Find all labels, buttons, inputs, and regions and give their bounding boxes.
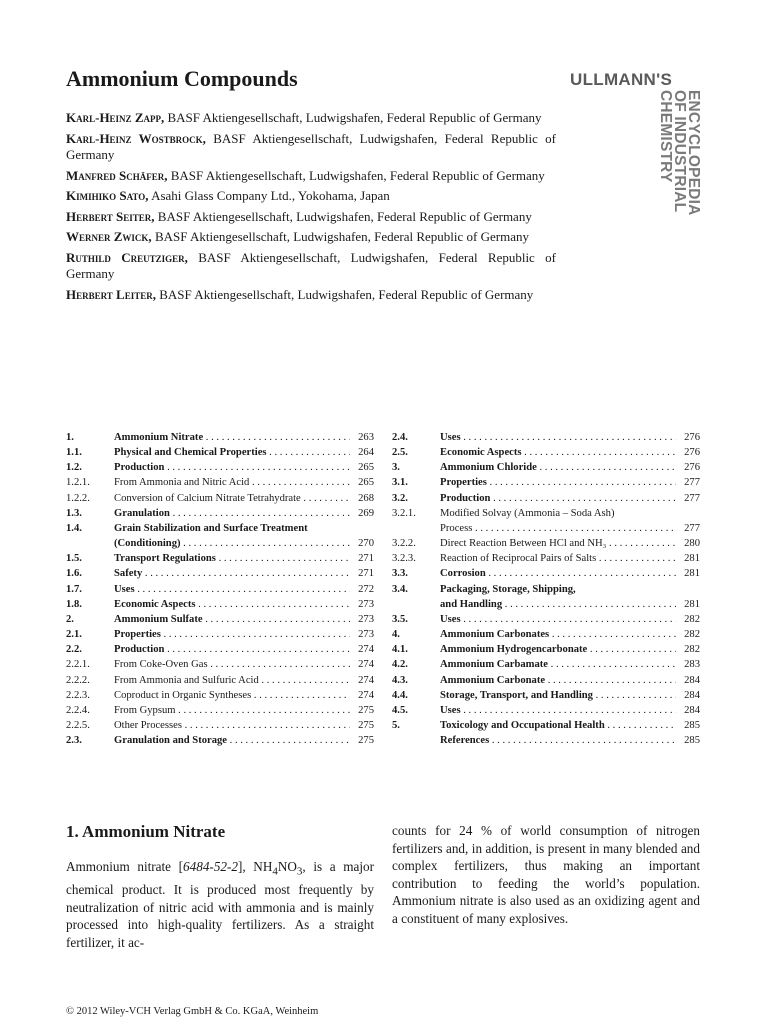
toc-title-text: From Ammonia and Nitric Acid bbox=[114, 477, 250, 489]
toc-entry[interactable] bbox=[392, 627, 700, 642]
toc-entry[interactable] bbox=[66, 506, 374, 521]
toc-number: 2.3. bbox=[66, 735, 82, 747]
toc-entry[interactable] bbox=[66, 445, 374, 460]
toc-entry[interactable] bbox=[66, 475, 374, 490]
toc-page-number: 263 bbox=[358, 432, 374, 443]
toc-number: 2. bbox=[66, 613, 74, 625]
toc-entry[interactable] bbox=[66, 551, 374, 566]
toc-number: 1.8. bbox=[66, 598, 82, 610]
toc-page-number: 284 bbox=[684, 704, 700, 716]
toc-number: 1.6. bbox=[66, 568, 82, 580]
toc-entry[interactable] bbox=[392, 566, 700, 581]
logo-line: CHEMISTRY bbox=[657, 90, 674, 183]
toc-entry[interactable] bbox=[66, 718, 374, 733]
toc-page-number: 275 bbox=[358, 735, 374, 747]
toc-title-text: Physical and Chemical Properties bbox=[114, 447, 267, 459]
toc-title bbox=[114, 460, 350, 475]
toc-number: 3.4. bbox=[392, 583, 408, 595]
toc-number: 1.2.1. bbox=[66, 477, 90, 489]
toc-page-number: 271 bbox=[358, 553, 374, 565]
author-entry bbox=[66, 168, 556, 185]
toc-title-text: Uses bbox=[440, 704, 461, 716]
toc-title-text: References bbox=[440, 735, 490, 747]
toc-title bbox=[440, 597, 676, 612]
author-affiliation: Asahi Glass Company Ltd., Yokohama, Japan bbox=[151, 188, 390, 203]
toc-title bbox=[114, 445, 350, 460]
toc-page-number: 281 bbox=[684, 598, 700, 610]
toc-title bbox=[114, 673, 350, 688]
toc-title-text: Ammonium Chloride bbox=[440, 462, 537, 474]
toc-entry[interactable] bbox=[66, 491, 374, 506]
toc-number: 5. bbox=[392, 719, 400, 731]
author-affiliation: BASF Aktiengesellschaft, Ludwigshafen, Federal Republic of Germany bbox=[66, 130, 557, 162]
body-text: ], NH bbox=[238, 859, 273, 874]
toc-title-text: Transport Regulations bbox=[114, 553, 216, 565]
author-list bbox=[66, 110, 556, 307]
toc-number: 1.5. bbox=[66, 553, 82, 565]
toc-page-number: 284 bbox=[684, 689, 700, 701]
toc-page-number: 280 bbox=[684, 538, 700, 550]
toc-page-number: 277 bbox=[684, 477, 700, 489]
toc-number: 3.2.1. bbox=[392, 507, 416, 519]
toc-title bbox=[114, 430, 350, 445]
author-entry bbox=[66, 188, 556, 205]
toc-title-text: Direct Reaction Between HCl and NH₃ bbox=[440, 538, 607, 550]
toc-page-number: 274 bbox=[358, 689, 374, 701]
toc-entry[interactable] bbox=[66, 521, 374, 536]
toc-entry[interactable] bbox=[66, 642, 374, 657]
toc-number: 4.4. bbox=[392, 689, 408, 701]
toc-title bbox=[114, 597, 350, 612]
toc-page-number: 282 bbox=[684, 613, 700, 625]
toc-number: 1.3. bbox=[66, 507, 82, 519]
toc-title bbox=[114, 718, 350, 733]
toc-number: 2.2. bbox=[66, 644, 82, 656]
toc-page-number: 273 bbox=[358, 629, 374, 641]
toc-page-number: 265 bbox=[358, 462, 374, 474]
toc-title-text: Other Processes bbox=[114, 719, 182, 731]
publisher-logo bbox=[570, 70, 702, 216]
toc-title bbox=[114, 612, 350, 627]
author-name: Karl-Heinz Wostbrock, bbox=[66, 130, 206, 146]
toc-entry[interactable] bbox=[66, 566, 374, 581]
toc-entry[interactable] bbox=[392, 491, 700, 506]
logo-line: OF INDUSTRIAL bbox=[671, 90, 688, 213]
toc-title bbox=[440, 673, 676, 688]
toc-number: 2.2.5. bbox=[66, 719, 90, 731]
toc-entry[interactable] bbox=[66, 597, 374, 612]
toc-title bbox=[114, 521, 350, 536]
toc-title bbox=[114, 506, 350, 521]
author-name: Herbert Leiter, bbox=[66, 286, 156, 302]
cas-number: 6484-52-2 bbox=[183, 859, 238, 874]
toc-page-number: 269 bbox=[358, 507, 374, 519]
toc-number: 4.2. bbox=[392, 659, 408, 671]
toc-title bbox=[440, 551, 676, 566]
author-entry bbox=[66, 110, 556, 127]
toc-entry[interactable] bbox=[392, 582, 700, 597]
toc-page-number: 275 bbox=[358, 704, 374, 716]
toc-title-text: Ammonium Nitrate bbox=[114, 432, 204, 443]
logo-line: ENCYCLOPEDIA bbox=[685, 90, 702, 216]
toc-title-text: Process bbox=[440, 522, 473, 534]
toc-title-text: Production bbox=[440, 492, 491, 504]
toc-number: 3.2. bbox=[392, 492, 408, 504]
toc-number: 3.2.3. bbox=[392, 553, 416, 565]
toc-number: 4.5. bbox=[392, 704, 408, 716]
toc-page-number: 281 bbox=[684, 568, 700, 580]
author-name: Karl-Heinz Zapp, bbox=[66, 110, 165, 125]
toc-number: 2.5. bbox=[392, 447, 408, 459]
toc-title-text: Uses bbox=[114, 583, 135, 595]
toc-title-text: Packaging, Storage, Shipping, bbox=[440, 583, 576, 595]
toc-number: 3.3. bbox=[392, 568, 408, 580]
toc-entry[interactable] bbox=[392, 688, 700, 703]
toc-title-text: Granulation bbox=[114, 507, 170, 519]
toc-entry[interactable] bbox=[392, 597, 700, 612]
toc-title-text: Properties bbox=[114, 629, 161, 641]
toc-title-text: Economic Aspects bbox=[114, 598, 196, 610]
toc-title-text: Ammonium Carbamate bbox=[440, 659, 548, 671]
toc-number: 2.2.4. bbox=[66, 704, 90, 716]
toc-page-number: 273 bbox=[358, 613, 374, 625]
author-name: Herbert Seiter, bbox=[66, 208, 155, 224]
author-entry bbox=[66, 209, 556, 226]
toc-number: 2.2.3. bbox=[66, 689, 90, 701]
toc-title bbox=[440, 521, 676, 536]
toc-title-text: Grain Stabilization and Surface Treatment bbox=[114, 522, 308, 534]
author-affiliation: BASF Aktiengesellschaft, Ludwigshafen, Federal Republic of Germany bbox=[167, 110, 542, 125]
copyright-footer: © 2012 Wiley-VCH Verlag GmbH & Co. KGaA, Weinheim bbox=[66, 1006, 319, 1017]
toc-title-text: (Conditioning) bbox=[114, 538, 181, 550]
toc-title bbox=[114, 733, 350, 748]
toc-title-text: From Ammonia and Sulfuric Acid bbox=[114, 674, 259, 686]
toc-page-number: 277 bbox=[684, 522, 700, 534]
toc-entry[interactable] bbox=[392, 460, 700, 475]
toc-title bbox=[440, 703, 676, 718]
toc-entry[interactable] bbox=[392, 718, 700, 733]
toc-page-number: 284 bbox=[684, 674, 700, 686]
toc-number: 1. bbox=[66, 432, 74, 443]
toc-title bbox=[440, 566, 676, 581]
toc-page-number: 265 bbox=[358, 477, 374, 489]
toc-title bbox=[114, 627, 350, 642]
toc-title bbox=[440, 475, 676, 490]
toc-entry[interactable] bbox=[392, 612, 700, 627]
toc-number: 1.7. bbox=[66, 583, 82, 595]
toc-number: 2.2.1. bbox=[66, 659, 90, 671]
toc-title-text: Modified Solvay (Ammonia – Soda Ash) bbox=[440, 507, 615, 519]
toc-entry[interactable] bbox=[392, 475, 700, 490]
toc-title-text: Granulation and Storage bbox=[114, 735, 228, 747]
toc-page-number: 272 bbox=[358, 583, 374, 595]
toc-page-number: 274 bbox=[358, 659, 374, 671]
toc-number: 3.5. bbox=[392, 613, 408, 625]
toc-title bbox=[114, 536, 350, 551]
toc-title-text: Ammonium Carbonate bbox=[440, 674, 546, 686]
toc-page-number: 276 bbox=[684, 432, 700, 443]
author-name: Werner Zwick, bbox=[66, 229, 152, 244]
toc-page-number: 273 bbox=[358, 598, 374, 610]
author-affiliation: BASF Aktiengesellschaft, Ludwigshafen, Federal Republic of Germany bbox=[157, 208, 532, 224]
toc-entry[interactable] bbox=[66, 627, 374, 642]
toc-title-text: Conversion of Calcium Nitrate Tetrahydrate bbox=[114, 492, 301, 504]
toc-title-text: Coproduct in Organic Syntheses bbox=[114, 689, 252, 701]
toc-entry[interactable] bbox=[392, 536, 700, 551]
toc-entry[interactable] bbox=[66, 536, 374, 551]
toc-entry[interactable] bbox=[392, 703, 700, 718]
toc-title-text: Reaction of Reciprocal Pairs of Salts bbox=[440, 553, 597, 565]
toc-entry[interactable] bbox=[66, 703, 374, 718]
toc-title bbox=[440, 688, 676, 703]
toc-title-text: Corrosion bbox=[440, 568, 486, 580]
toc-number: 2.1. bbox=[66, 629, 82, 641]
toc-entry[interactable] bbox=[392, 430, 700, 445]
toc-number: 1.1. bbox=[66, 447, 82, 459]
author-affiliation: BASF Aktiengesellschaft, Ludwigshafen, Federal Republic of Germany bbox=[170, 167, 545, 183]
toc-page-number: 285 bbox=[684, 735, 700, 747]
toc-title-text: Safety bbox=[114, 568, 143, 580]
author-affiliation: BASF Aktiengesellschaft, Ludwigshafen, Federal Republic of Germany bbox=[159, 286, 534, 302]
toc-title-text: Properties bbox=[440, 477, 487, 489]
toc-number: 1.2. bbox=[66, 462, 82, 474]
toc-title bbox=[114, 491, 350, 506]
toc-title-text: Production bbox=[114, 644, 165, 656]
toc-page-number: 274 bbox=[358, 644, 374, 656]
body-text: Ammonium nitrate [ bbox=[66, 859, 184, 874]
toc-title bbox=[440, 733, 676, 748]
toc-entry[interactable] bbox=[66, 733, 374, 748]
toc-number: 3.2.2. bbox=[392, 538, 416, 550]
toc-title-text: Uses bbox=[440, 432, 461, 443]
toc-title-text: Toxicology and Occupational Health bbox=[440, 719, 605, 731]
logo-vertical-text bbox=[657, 90, 702, 216]
body-text: NO bbox=[277, 859, 297, 874]
toc-number: 2.2.2. bbox=[66, 674, 90, 686]
body-column-left bbox=[66, 858, 374, 951]
toc-entry[interactable] bbox=[66, 612, 374, 627]
toc-title-text: Ammonium Carbonates bbox=[440, 629, 550, 641]
author-affiliation: BASF Aktiengesellschaft, Ludwigshafen, Federal Republic of Germany bbox=[66, 249, 556, 281]
toc-title bbox=[114, 551, 350, 566]
toc-page-number: 270 bbox=[358, 538, 374, 550]
toc-title bbox=[440, 612, 676, 627]
toc-title-text: Uses bbox=[440, 613, 461, 625]
toc-number: 4.3. bbox=[392, 674, 408, 686]
author-name: Ruthild Creutziger, bbox=[66, 249, 188, 265]
logo-brand: ULLMANN'S bbox=[570, 70, 673, 89]
toc-title bbox=[114, 688, 350, 703]
toc-title bbox=[440, 460, 676, 475]
toc-number: 3.1. bbox=[392, 477, 408, 489]
toc-entry[interactable] bbox=[392, 733, 700, 748]
toc-page-number: 283 bbox=[684, 659, 700, 671]
toc-title-text: From Gypsum bbox=[114, 704, 176, 716]
toc-title-text: Economic Aspects bbox=[440, 447, 522, 459]
toc-entry[interactable] bbox=[66, 657, 374, 672]
author-entry bbox=[66, 250, 556, 283]
toc-entry[interactable] bbox=[66, 582, 374, 597]
toc-page-number: 285 bbox=[684, 719, 700, 731]
toc-title bbox=[440, 445, 676, 460]
toc-title-text: Production bbox=[114, 462, 165, 474]
toc-page-number: 271 bbox=[358, 568, 374, 580]
table-of-contents-right bbox=[392, 430, 700, 748]
toc-title bbox=[440, 657, 676, 672]
table-of-contents-left bbox=[66, 430, 374, 748]
toc-entry[interactable] bbox=[392, 673, 700, 688]
toc-page-number: 282 bbox=[684, 644, 700, 656]
body-text: , is a major chemical product. It is produced most frequently by neutralization of nitric acid with ammonia and is mainly processed into high-quality fertilizers. As a straight fertilizer, it ac- bbox=[66, 859, 374, 950]
page-title: Ammonium Compounds bbox=[66, 66, 298, 91]
toc-page-number: 276 bbox=[684, 462, 700, 474]
toc-title bbox=[114, 475, 350, 490]
toc-number: 3. bbox=[392, 462, 400, 474]
toc-title-text: and Handling bbox=[440, 598, 503, 610]
toc-page-number: 264 bbox=[358, 447, 374, 459]
toc-title-text: Storage, Transport, and Handling bbox=[440, 689, 593, 701]
toc-page-number: 282 bbox=[684, 629, 700, 641]
toc-page-number: 275 bbox=[358, 719, 374, 731]
toc-title-text: Ammonium Hydrogencarbonate bbox=[440, 644, 588, 656]
toc-entry[interactable] bbox=[392, 445, 700, 460]
toc-page-number: 268 bbox=[358, 492, 374, 504]
toc-entry[interactable] bbox=[392, 657, 700, 672]
toc-title bbox=[440, 582, 676, 597]
toc-number: 1.2.2. bbox=[66, 492, 90, 504]
toc-title bbox=[440, 506, 676, 521]
toc-entry[interactable] bbox=[66, 430, 374, 445]
toc-number: 1.4. bbox=[66, 522, 82, 534]
toc-page-number: 277 bbox=[684, 492, 700, 504]
toc-page-number: 274 bbox=[358, 674, 374, 686]
toc-title bbox=[440, 430, 676, 445]
toc-entry[interactable] bbox=[66, 460, 374, 475]
toc-entry[interactable] bbox=[392, 642, 700, 657]
toc-title bbox=[114, 703, 350, 718]
author-name: Kimihiko Sato, bbox=[66, 188, 149, 203]
toc-entry[interactable] bbox=[392, 521, 700, 536]
toc-title bbox=[440, 491, 676, 506]
author-entry bbox=[66, 287, 556, 304]
section-heading: 1. Ammonium Nitrate bbox=[66, 822, 226, 841]
toc-title bbox=[114, 566, 350, 581]
toc-title bbox=[114, 582, 350, 597]
toc-title-text: Ammonium Sulfate bbox=[114, 613, 203, 625]
toc-entry[interactable] bbox=[392, 551, 700, 566]
toc-number: 4. bbox=[392, 629, 400, 641]
toc-title bbox=[440, 718, 676, 733]
toc-page-number: 276 bbox=[684, 447, 700, 459]
toc-title-text: From Coke-Oven Gas bbox=[114, 659, 208, 671]
toc-number: 4.1. bbox=[392, 644, 408, 656]
author-affiliation: BASF Aktiengesellschaft, Ludwigshafen, Federal Republic of Germany bbox=[154, 229, 529, 244]
toc-title bbox=[114, 642, 350, 657]
author-entry bbox=[66, 131, 556, 164]
toc-title bbox=[114, 657, 350, 672]
subscript: 4 bbox=[272, 865, 278, 878]
toc-title bbox=[440, 627, 676, 642]
subscript: 3 bbox=[296, 865, 303, 878]
toc-entry[interactable] bbox=[66, 673, 374, 688]
toc-number: 2.4. bbox=[392, 432, 408, 443]
toc-entry[interactable] bbox=[66, 688, 374, 703]
body-column-right: counts for 24 % of world consumption of nitrogen fertilizers and, in addition, is present in many blended and complex fertilizers, thus making an important contribution to feeding the world’s population. Ammonium nitrate is also used as an oxidizing agent and a constituent of many explosives. bbox=[392, 823, 700, 926]
toc-entry[interactable] bbox=[392, 506, 700, 521]
author-name: Manfred Schäfer, bbox=[66, 167, 168, 183]
toc-title bbox=[440, 642, 676, 657]
toc-page-number: 281 bbox=[684, 553, 700, 565]
toc-title bbox=[440, 536, 676, 551]
author-entry bbox=[66, 229, 556, 246]
